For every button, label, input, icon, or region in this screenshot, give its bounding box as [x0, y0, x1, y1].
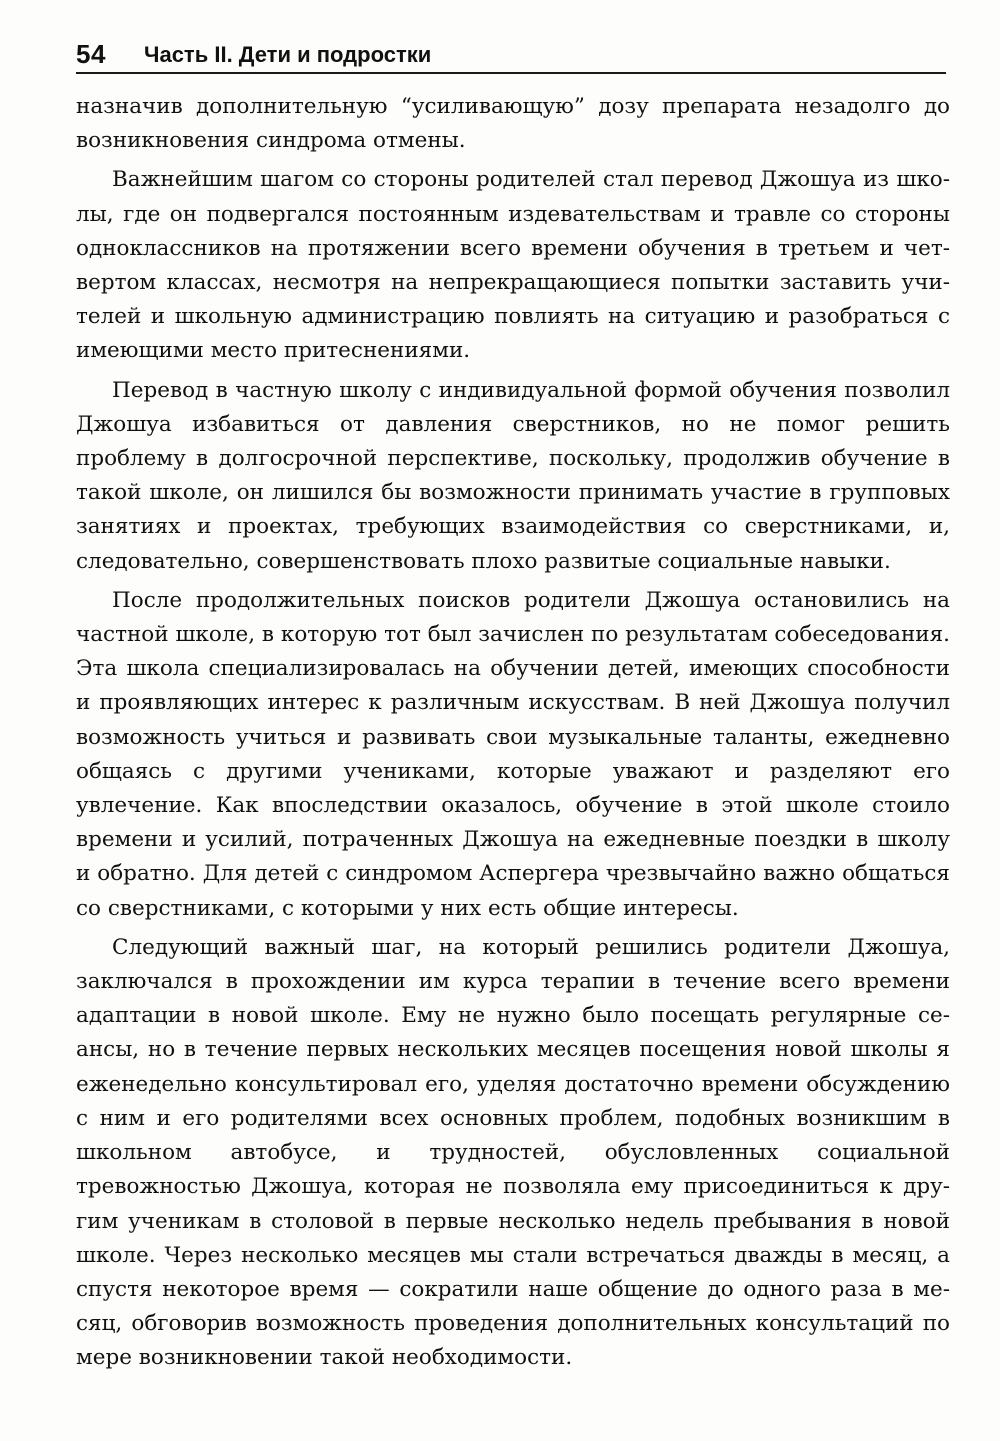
paragraph: Важнейшим шагом со стороны родителей стал перевод Джошуа из школы, где он подвергался постоянным издевательствам и травле со стороны одноклассников на протяжении всего времени обучения в третьем и четвертом классах, несмотря на непрекращающиеся попытки заставить учителей и школьную администрацию повлиять на ситуацию и разобраться с имеющими место притеснениями. — [76, 167, 950, 364]
paragraph-continuation: назначив дополнительную “усиливающую” дозу препарата незадолго до возникновения синдрома отмены. — [76, 94, 950, 154]
body-text — [76, 90, 950, 1376]
paragraph: После продолжительных поисков родители Джошуа остановились на частной школе, в которую тот был зачислен по результатам собеседования. Эта школа специализировалась на обучении детей, имеющих способности и проявляющих интерес к различным искусствам. В ней Джошуа получил возможность учиться и развивать свои музыкальные таланты, ежедневно общаясь с другими учениками, которые уважают и разделяют его увлечение. Как впоследствии оказалось, обучение в этой школе стоило времени и усилий, потраченных Джошуа на ежедневные поездки в школу и обратно. Для детей с синдромом Аспергера чрезвычайно важно общаться со сверстниками, с которыми у них есть общие интересы. — [76, 587, 950, 921]
chapter-title: Часть II. Дети и подростки — [144, 42, 432, 67]
paragraph: Перевод в частную школу с индивидуальной формой обучения позволил Джошуа избавиться от давления сверстников, но не помог решить проблему в долгосрочной перспективе, поскольку, продолжив обучение в такой школе, он лишился бы возможности принимать участие в групповых занятиях и проектах, требующих взаимодействия со сверстниками, и, следовательно, совершенствовать плохо развитые социальные навыки. — [76, 377, 950, 574]
paragraph: Следующий важный шаг, на который решились родители Джошуа, заключался в прохождении им курса терапии в течение всего времени адаптации в новой школе. Ему не нужно было посещать регулярные сеансы, но в течение первых нескольких месяцев посещения новой школы я еженедельно консультировал его, уделяя достаточно времени обсуждению с ним и его родителями всех основных проблем, подобных возникшим в школьном автобусе, и трудностей, обусловленных социальной тревожностью Джошуа, которая не позволяла ему присоединиться к другим ученикам в столовой в первые несколько недель пребывания в новой школе. Через несколько месяцев мы стали встречаться дважды в месяц, а спустя некоторое время — сократили наше общение до одного раза в месяц, обговорив возможность проведения дополнительных консультаций по мере возникновении такой необходимости. — [76, 934, 950, 1371]
running-head — [76, 38, 946, 74]
page-number: 54 — [76, 39, 106, 69]
